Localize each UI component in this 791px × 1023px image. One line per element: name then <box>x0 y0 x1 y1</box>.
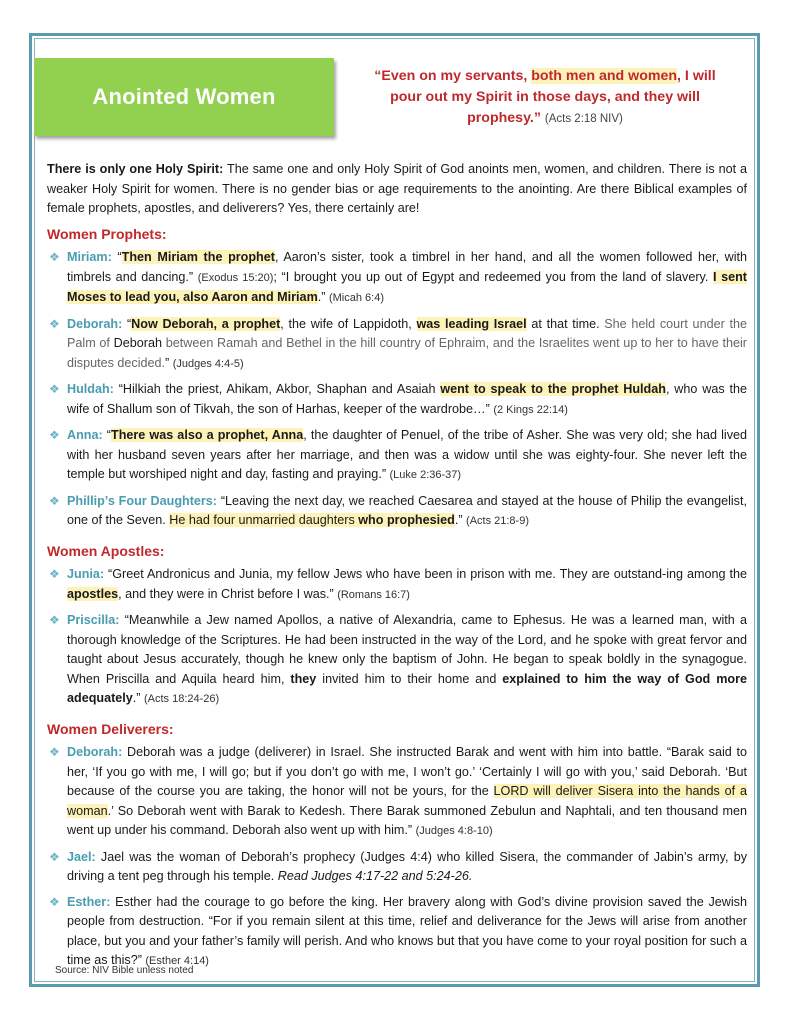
diamond-bullet-icon: ❖ <box>49 493 60 508</box>
entry-text: .” <box>132 691 144 705</box>
section-heading-prophets: Women Prophets: <box>47 225 167 242</box>
quote-reference: (Acts 2:18 NIV) <box>544 113 623 125</box>
quote-text-1: “Even on my servants, <box>374 68 532 84</box>
entry-reference: (Romans 16:7) <box>337 588 410 601</box>
entry-text: , who was the wife of Shallum son of Tikvah, the son of Harhas, keeper of the wardrobe…” <box>67 382 747 416</box>
entry-bold: they <box>290 671 317 686</box>
diamond-bullet-icon: ❖ <box>49 894 60 909</box>
entry-highlight-bold: who prophesied <box>358 513 455 527</box>
entry-text: Deborah <box>113 336 162 350</box>
entry-text: “Greet Andronicus and Junia, my fellow Jews who have been in prison with me. They are outstand-ing among the <box>104 567 747 581</box>
entry-highlight: went to speak to the prophet Huldah <box>440 382 666 396</box>
intro-text: The same one and only Holy Spirit of God anoints men, women, and children. There is not a weaker Holy Spirit for women. There is no gender bias or age requirements to the anointing. Are there Biblical examples of female prophets, apostles, and deliverers? Yes, there certainly are! <box>47 162 747 215</box>
entry-name: Anna: <box>67 428 103 442</box>
entry-highlight: Then Miriam the prophet <box>121 250 275 264</box>
title-banner <box>34 58 334 136</box>
entry-reference: (Exodus 15:20) <box>197 271 274 284</box>
entry-phillips-daughters <box>47 492 747 532</box>
entry-name: Jael: <box>67 849 96 864</box>
entry-name: Deborah: <box>67 316 123 331</box>
entry-text: “ <box>122 316 132 331</box>
entry-text: .’ So Deborah went with Barak to Kedesh. There Barak summoned Zebulun and Naphtali, and ten thousand men went up under his command. Deborah also went up with him.” <box>67 803 747 837</box>
diamond-bullet-icon: ❖ <box>49 849 60 864</box>
quote-text-2: , I will pour out my Spirit in those days, and they will prophesy.” <box>390 68 716 126</box>
entry-name: Junia: <box>67 567 105 581</box>
entry-reference: (Judges 4:8-10) <box>415 825 493 837</box>
entry-highlight: LORD will deliver Sisera into the hands of a woman <box>67 784 747 818</box>
entry-bold: explained to him the way of God more adequately <box>67 671 747 705</box>
entry-text: at that time. <box>526 316 605 331</box>
entry-text: “ <box>111 250 122 264</box>
entry-jael <box>47 848 747 887</box>
quote-highlight: both men and women <box>531 68 678 84</box>
diamond-bullet-icon: ❖ <box>49 567 60 581</box>
diamond-bullet-icon: ❖ <box>49 745 60 759</box>
entry-esther <box>47 893 747 972</box>
entry-text: “Leaving the next day, we reached Caesarea and stayed at the house of Philip the evangelist, one of the Seven. <box>67 493 747 527</box>
entry-reference: (Acts 18:24-26) <box>144 693 220 705</box>
entry-text: “Hilkiah the priest, Ahikam, Akbor, Shaphan and Asaiah <box>113 382 441 396</box>
header-quote <box>360 66 730 130</box>
entry-text: Deborah was a judge (deliverer) in Israel. She instructed Barak and went with him into battle. “Barak said to her, ‘If you go with me, I will go; but if you don’t go with me, I won’t go.’ ‘Certainly I will go with you,’ said Deborah. ‘But because of the course you are taking, the honor will not be yours, for the <box>67 745 747 798</box>
entry-name: Huldah: <box>67 382 114 396</box>
entry-reference: (2 Kings 22:14) <box>493 403 568 416</box>
entry-text: .” <box>454 513 467 527</box>
diamond-bullet-icon: ❖ <box>49 250 60 264</box>
entry-junia <box>47 565 747 605</box>
entry-highlight: Now Deborah, a prophet <box>131 316 281 331</box>
entry-text: , Aaron’s sister, took a timbrel in her hand, and all the women followed her, with timbrels and dancing.” <box>67 250 747 284</box>
entry-text-grey: between Ramah and Bethel in the hill country of Ephraim, and the Israelites went up to her to have their disputes decided. <box>67 336 747 370</box>
entry-highlight: apostles <box>67 586 119 601</box>
entry-text: “Meanwhile a Jew named Apollos, a native of Alexandria, came to Ephesus. He was a learned man, with a thorough knowledge of the Scriptures. He had been instructed in the way of the Lord, and he spoke with great fervor and taught about Jesus accurately, though he knew only the baptism of John. He began to speak boldly in the synagogue. When Priscilla and Aquila heard him, <box>67 613 747 686</box>
entry-text: ; “I brought you up out of Egypt and redeemed you from the land of slavery. <box>273 269 713 284</box>
entry-text: “ <box>102 428 111 442</box>
entry-highlight: He had four unmarried daughters <box>169 513 359 527</box>
entry-highlight: was leading Israel <box>416 316 527 331</box>
entry-name: Esther: <box>67 894 111 909</box>
entry-text: , the wife of Lappidoth, <box>280 316 417 331</box>
entry-text: , and they were in Christ before I was.” <box>118 586 338 601</box>
entry-priscilla <box>47 611 747 710</box>
intro-lead: There is only one Holy Spirit: <box>47 162 224 176</box>
entry-text: , the daughter of Penuel, of the tribe of Asher. She was very old; she had lived with her husband seven years after her marriage, and then was a widow until she was eighty-four. She never left the temple but worshiped night and day, fasting and praying.” <box>67 428 748 481</box>
entry-name: Miriam: <box>67 250 112 264</box>
entry-deborah-deliverer <box>47 743 747 842</box>
page-title: Anointed Women <box>92 84 276 109</box>
entry-text: invited him to their home and <box>316 671 503 686</box>
diamond-bullet-icon: ❖ <box>49 613 60 627</box>
section-heading-apostles: Women Apostles: <box>47 542 165 559</box>
section-heading-deliverers: Women Deliverers: <box>47 720 174 737</box>
entry-reference: (Micah 6:4) <box>328 292 384 304</box>
entry-text: ” <box>165 355 173 370</box>
entry-text: .” <box>317 290 329 304</box>
intro-paragraph <box>47 160 747 219</box>
entry-highlight: There was also a prophet, Anna <box>111 428 304 442</box>
diamond-bullet-icon: ❖ <box>49 382 60 396</box>
entry-text-grey: She held court under the Palm of <box>67 316 747 350</box>
entry-reference: (Esther 4:14) <box>145 955 209 967</box>
entry-huldah <box>47 380 747 420</box>
entry-reference: (Luke 2:36-37) <box>389 469 462 481</box>
entry-miriam <box>47 248 747 309</box>
entry-reference: (Judges 4:4-5) <box>172 357 244 370</box>
diamond-bullet-icon: ❖ <box>49 316 60 331</box>
source-note: Source: NIV Bible unless noted <box>55 965 194 976</box>
entry-name: Phillip’s Four Daughters: <box>67 493 217 508</box>
entry-name: Deborah: <box>67 745 123 759</box>
entry-text: Esther had the courage to go before the king. Her bravery along with God’s divine provision saved the Jewish people from destruction. “For if you remain silent at this time, relief and deliverance for the Jews will arise from another place, but you and your father’s family will perish. And who knows but that you have come to your royal position for such a time as this?” <box>67 894 747 967</box>
entry-name: Priscilla: <box>67 613 120 627</box>
entry-reference: (Acts 21:8-9) <box>466 515 529 527</box>
entry-anna <box>47 426 747 486</box>
entry-italic-note: Read Judges 4:17-22 and 5:24-26. <box>277 869 473 883</box>
entry-deborah-prophet <box>47 315 747 375</box>
entry-text: Jael was the woman of Deborah’s prophecy (Judges 4:4) who killed Sisera, the commander of Jabin’s army, by driving a tent peg through his temple. <box>67 849 747 883</box>
diamond-bullet-icon: ❖ <box>49 428 60 442</box>
entry-highlight: I sent Moses to lead you, also Aaron and Miriam <box>67 269 747 304</box>
main-content <box>47 160 747 978</box>
